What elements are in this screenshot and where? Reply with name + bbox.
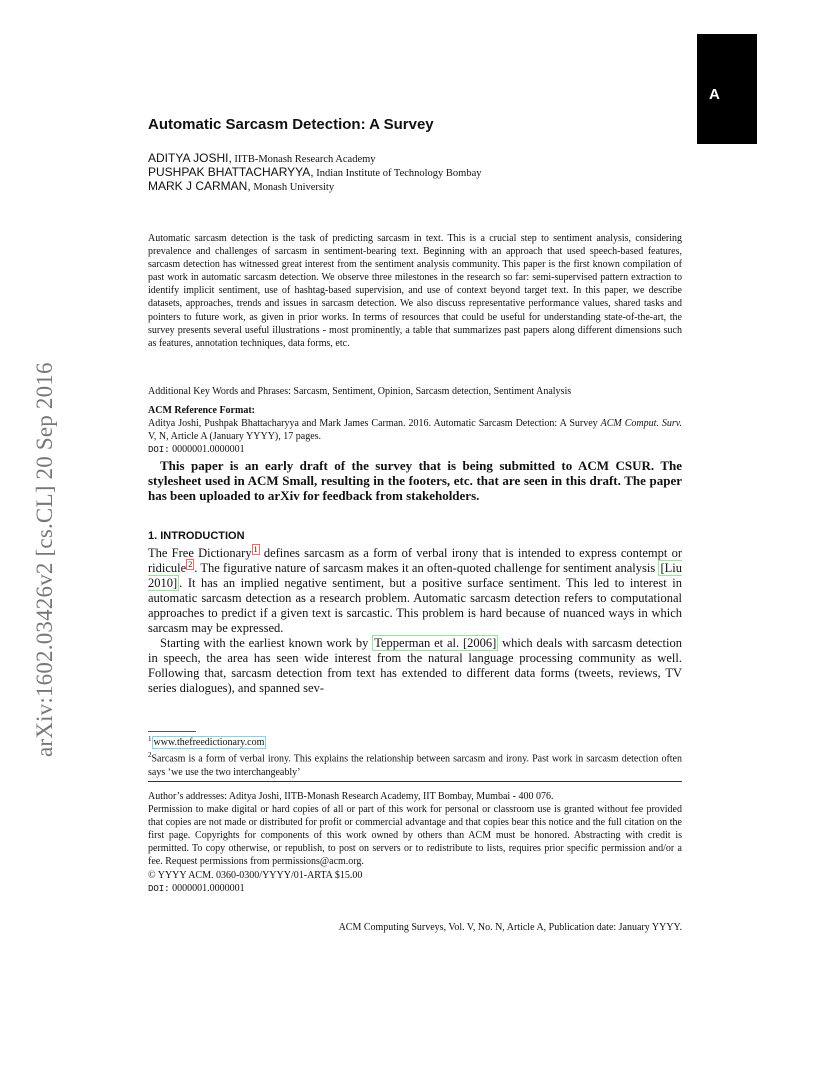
acm-ref-text-a: Aditya Joshi, Pushpak Bhattacharyya and Mark James Carman. 2016. Automatic Sarcasm Detection: A Survey [148,418,601,430]
corner-letter: A [709,86,720,103]
acm-ref-journal: ACM Comput. Surv. [600,418,682,430]
intro-p1-text-c: . The figurative nature of sarcasm makes it an often-quoted challenge for sentiment analysis [194,561,659,576]
keywords: Additional Key Words and Phrases: Sarcasm, Sentiment, Opinion, Sarcasm detection, Sentiment Analysis [148,386,572,397]
author-affiliation: Indian Institute of Technology Bombay [313,168,482,179]
section-heading-introduction: 1. INTRODUCTION [148,530,245,542]
permissions-block [148,790,682,896]
arxiv-stamp: arXiv:1602.03426v2 [cs.CL] 20 Sep 2016 [32,362,57,757]
page-footer: ACM Computing Surveys, Vol. V, No. N, Article A, Publication date: January YYYY. [338,922,682,933]
footnotes [148,733,682,779]
footnote-link-2[interactable]: 2 [188,560,193,570]
author-name: PUSHPAK BHATTACHARYYA, [148,165,314,179]
acm-reference [148,404,682,457]
footnote-2-mark: 2 [148,751,152,760]
acm-reference-text [148,417,682,443]
author-name: ADITYA JOSHI, [148,151,232,165]
doi-value: 0000001.0000001 [169,882,245,894]
footnote-link-1[interactable]: 1 [253,545,258,554]
acm-reference-doi [148,443,682,457]
doi-value: 0000001.0000001 [169,444,245,456]
draft-note: This paper is an early draft of the survey that is being submitted to ACM CSUR. The stylesheet used in ACM Small, resulting in the footers, etc. that are seen in this draft. The paper has been uploaded to arXiv for feedback from stakeholders. [148,458,682,504]
intro-p1-text-a: The Free Dictionary [148,546,252,561]
permissions-doi [148,882,682,896]
footnote-1 [148,733,682,749]
footnote-1-url-link[interactable]: www.thefreedictionary.com [153,737,265,749]
footnote-rule [148,731,196,732]
doi-label: DOI: [148,445,170,456]
intro-p1-text-d: . It has an implied negative sentiment, but a positive surface sentiment. This led to interest in automatic sarcasm detection as a research problem. Automatic sarcasm detection refers to computational approaches to predict if a given text is sarcastic. This problem is hard because of nuanced ways in which sarcasm may be expressed. [148,576,682,636]
intro-paragraph-2 [148,636,682,696]
author-2 [148,165,482,179]
corner-tab [697,34,757,144]
author-3 [148,179,334,193]
author-affiliation: Monash University [250,182,335,193]
intro-p2-text-a: Starting with the earliest known work by [160,636,373,651]
intro-p2-text-b: which deals with sarcasm detection in speech, the area has seen wide interest from the natural language processing community as well. Following that, sarcasm detection from text has extended to different data forms (tweets, reviews, TV series dialogues), and spanned sev- [148,636,682,696]
intro-p1-text-b: defines sarcasm as a form of verbal irony that is intended to express contempt or ridicule [148,546,682,576]
footnote-1-mark: 1 [148,735,152,743]
paper-title: Automatic Sarcasm Detection: A Survey [148,116,434,133]
footnote-2 [148,749,682,779]
intro-paragraph-1 [148,546,682,636]
permission-text: Permission to make digital or hard copies of all or part of this work for personal or classroom use is granted without fee provided that copies are not made or distributed for profit or commercial advantage and that copies bear this notice and the full citation on the first page. Copyrights for components of this work owned by others than ACM must be honored. Abstracting with credit is permitted. To copy otherwise, or republish, to post on servers or to redistribute to lists, requires prior specific permission and/or a fee. Request permissions from permissions@acm.org. [148,804,682,868]
footnote-2-text: Sarcasm is a form of verbal irony. This explains the relationship between sarcasm and irony. Past work in sarcasm detection often says ‘we use the two interchangeably’ [148,753,682,778]
author-1 [148,151,376,165]
author-addresses: Author’s addresses: Aditya Joshi, IITB-Monash Research Academy, IIT Bombay, Mumbai - 400 076. [148,791,554,802]
footer-rule [148,781,682,782]
citation-link-tepperman-2006[interactable]: Tepperman et al. [2006] [374,636,497,651]
author-name: MARK J CARMAN, [148,179,251,193]
acm-reference-heading: ACM Reference Format: [148,405,255,416]
abstract: Automatic sarcasm detection is the task of predicting sarcasm in text. This is a crucial step to sentiment analysis, considering prevalence and challenges of sarcasm in sentiment-bearing text. Beginning with an approach that used speech-based features, sarcasm detection has witnessed great interest from the sentiment analysis community. This paper is the first known compilation of past work in automatic sarcasm detection. We observe three milestones in the research so far: semi-supervised pattern extraction to identify implicit sentiment, use of hashtag-based supervision, and use of context beyond target text. In this paper, we describe datasets, approaches, trends and issues in sarcasm detection. We also discuss representative performance values, shared tasks and pointers to future work, as given in prior works. In terms of resources that could be useful for understanding state-of-the-art, the survey presents several useful illustrations - most prominently, a table that summarizes past papers along different dimensions such as features, annotation techniques, data forms, etc. [148,233,682,349]
copyright-line: © YYYY ACM. 0360-0300/YYYY/01-ARTA $15.00 [148,869,363,881]
citation-link-liu-2010[interactable]: [Liu 2010] [148,561,682,591]
acm-ref-text-b: V, N, Article A (January YYYY), 17 pages. [148,431,322,443]
doi-label: DOI: [148,883,170,894]
author-affiliation: IITB-Monash Research Academy [231,154,376,165]
introduction-body [148,546,682,696]
